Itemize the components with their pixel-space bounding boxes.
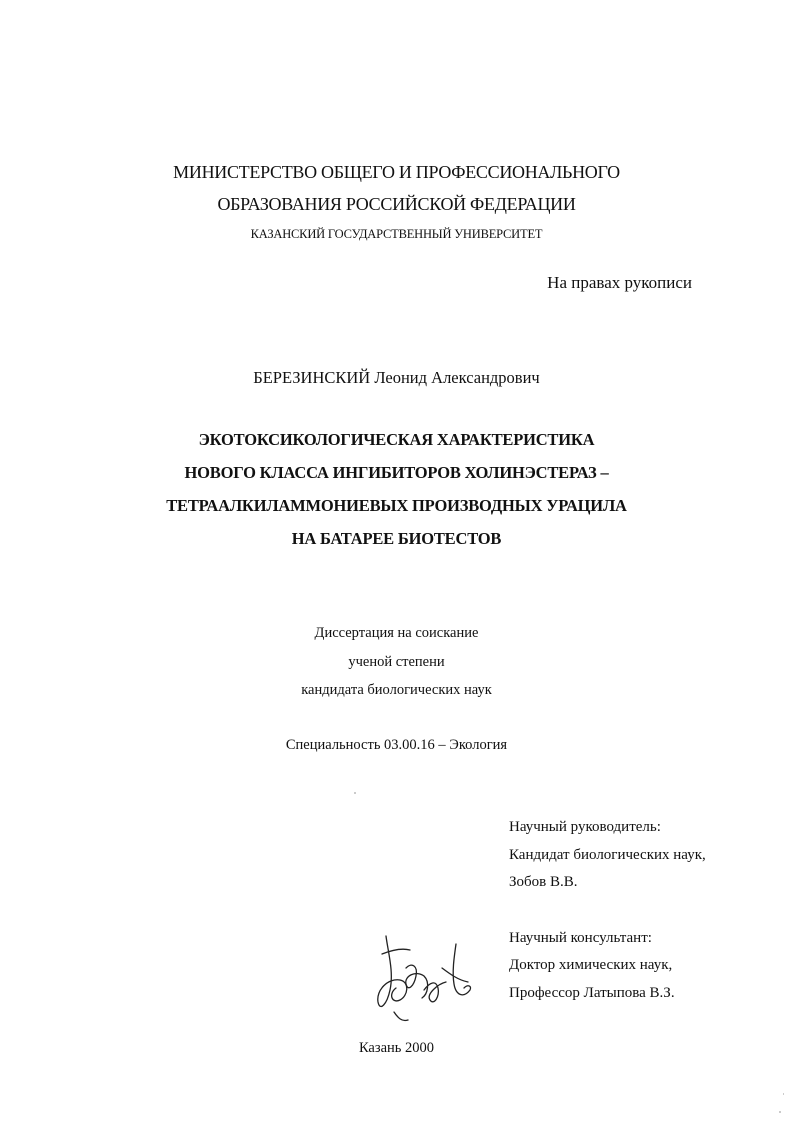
supervisor-degree: Кандидат биологических наук, [509,847,706,863]
degree-line-1: Диссертация на соискание [314,625,479,641]
specialty: Специальность 03.00.16 – Экология [285,737,508,753]
title-line-1: ЭКОТОКСИКОЛОГИЧЕСКАЯ ХАРАКТЕРИСТИКА [198,430,595,449]
university-name: КАЗАНСКИЙ ГОСУДАРСТВЕННЫЙ УНИВЕРСИТЕТ [250,227,543,241]
ministry-line-1: МИНИСТЕРСТВО ОБЩЕГО И ПРОФЕССИОНАЛЬНОГО [173,162,620,182]
consultant-degree: Доктор химических наук, [509,957,673,973]
scan-speck [779,1111,781,1113]
ministry-line-2: ОБРАЗОВАНИЯ РОССИЙСКОЙ ФЕДЕРАЦИИ [217,194,576,214]
scan-speck [354,792,356,794]
degree-line-3: кандидата биологических наук [301,682,492,698]
author-name: БЕРЕЗИНСКИЙ Леонид Александрович [253,368,540,387]
supervisor-name: Зобов В.В. [509,874,578,890]
degree-line-2: ученой степени [348,654,445,670]
title-line-2: НОВОГО КЛАССА ИНГИБИТОРОВ ХОЛИНЭСТЕРАЗ – [184,463,609,482]
city-year: Казань 2000 [358,1040,435,1056]
consultant-label: Научный консультант: [509,930,652,946]
handwritten-signature [372,928,476,1032]
scan-speck [783,1093,784,1095]
supervisor-label: Научный руководитель: [509,819,661,835]
consultant-name: Профессор Латыпова В.З. [509,985,675,1001]
title-line-3: ТЕТРААЛКИЛАММОНИЕВЫХ ПРОИЗВОДНЫХ УРАЦИЛА [166,496,627,515]
title-line-4: НА БАТАРЕЕ БИОТЕСТОВ [291,529,502,548]
manuscript-rights-note: На правах рукописи [547,273,692,292]
